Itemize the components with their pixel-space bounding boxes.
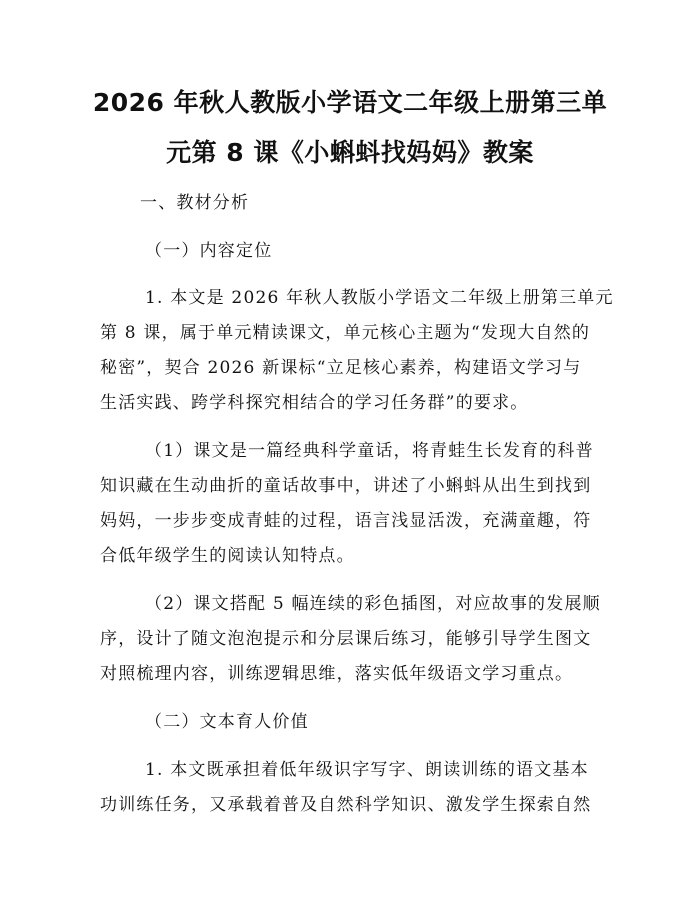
document-title-line-1: 2026 年秋人教版小学语文二年级上册第三单	[92, 88, 608, 117]
section-heading-textbook-analysis: 一、教材分析	[140, 193, 250, 213]
paragraph-3-line-3: 对照梳理内容，训练逻辑思维，落实低年级语文学习重点。	[100, 664, 574, 684]
paragraph-3-line-2: 序，设计了随文泡泡提示和分层课后练习，能够引导学生图文	[100, 629, 592, 649]
subsection-heading-content-positioning: （一）内容定位	[145, 241, 273, 261]
subsection-heading-educational-value: （二）文本育人价值	[145, 712, 309, 732]
paragraph-1-line-1: 1. 本文是 2026 年秋人教版小学语文二年级上册第三单元	[145, 288, 614, 308]
document-title-line-2: 元第 8 课《小蝌蚪找妈妈》教案	[166, 138, 534, 167]
paragraph-2-line-3: 妈妈，一步步变成青蛙的过程，语言浅显活泼，充满童趣，符	[100, 511, 592, 531]
paragraph-1-line-4: 生活实践、跨学科探究相结合的学习任务群”的要求。	[100, 393, 529, 413]
paragraph-4-line-1: 1. 本文既承担着低年级识字写字、朗读训练的语文基本	[145, 760, 589, 780]
paragraph-2-line-1: （1）课文是一篇经典科学童话，将青蛙生长发育的科普	[145, 441, 594, 461]
paragraph-1-line-3: 秘密”，契合 2026 新课标“立足核心素养，构建语文学习与	[100, 358, 582, 378]
paragraph-2-line-2: 知识藏在生动曲折的童话故事中，讲述了小蝌蚪从出生到找到	[100, 476, 592, 496]
paragraph-3-line-1: （2）课文搭配 5 幅连续的彩色插图，对应故事的发展顺	[145, 594, 601, 614]
paragraph-4-line-2: 功训练任务，又承载着普及自然科学知识、激发学生探索自然	[100, 795, 592, 815]
paragraph-1-line-2: 第 8 课，属于单元精读课文，单元核心主题为“发现大自然的	[100, 323, 591, 343]
paragraph-2-line-4: 合低年级学生的阅读认知特点。	[100, 546, 355, 566]
